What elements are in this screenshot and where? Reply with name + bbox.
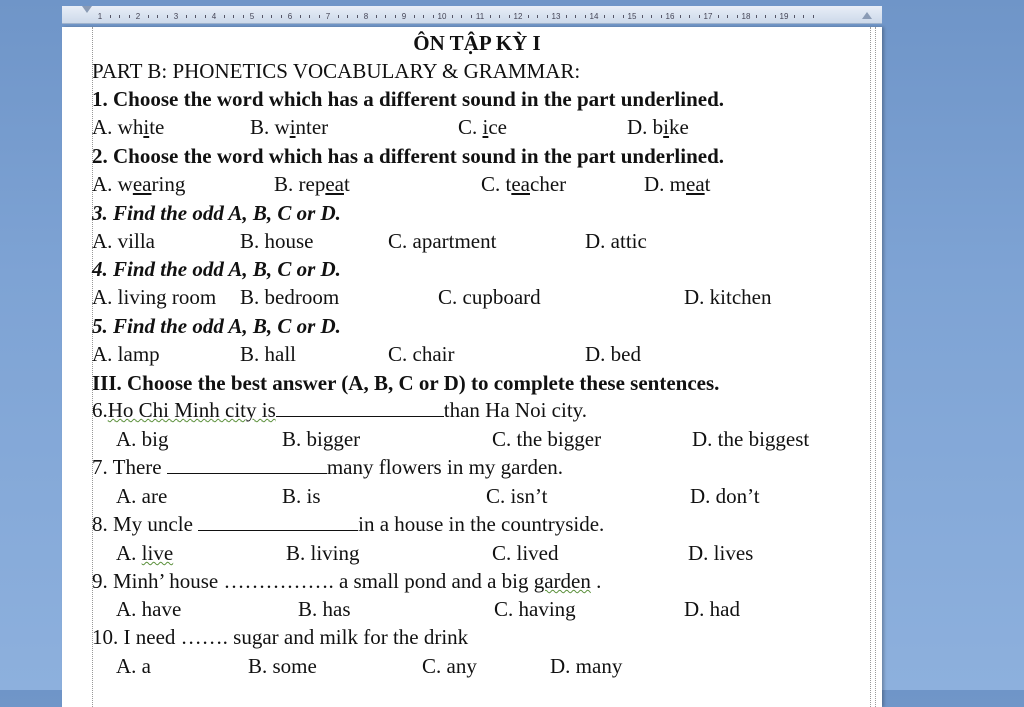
ruler-number: 5 bbox=[249, 12, 255, 21]
ruler-number: 6 bbox=[287, 12, 293, 21]
ruler-number: 17 bbox=[703, 12, 713, 21]
ruler-tick bbox=[699, 15, 700, 18]
q6-option-c: C. the bigger bbox=[492, 427, 602, 451]
ruler-tick bbox=[433, 15, 434, 18]
q9-option-c: C. having bbox=[494, 597, 576, 621]
ruler-tick bbox=[737, 15, 738, 18]
ruler-tick bbox=[414, 15, 415, 18]
ruler-tick bbox=[490, 15, 491, 18]
question-5-prompt: 5. Find the odd A, B, C or D. bbox=[92, 314, 341, 338]
ruler-tick bbox=[813, 15, 814, 18]
document-page[interactable] bbox=[62, 27, 882, 707]
q5-option-b: B. hall bbox=[240, 342, 296, 366]
ruler-tick bbox=[547, 15, 548, 18]
ruler-tick bbox=[509, 15, 510, 18]
ruler-tick bbox=[110, 15, 111, 18]
q10-option-d: D. many bbox=[550, 654, 623, 678]
ruler-ticks bbox=[82, 10, 862, 20]
q7-option-c: C. isn’t bbox=[486, 484, 548, 508]
ruler-tick bbox=[585, 15, 586, 18]
ruler-tick bbox=[566, 15, 567, 18]
q10-option-c: C. any bbox=[422, 654, 477, 678]
q3-option-b: B. house bbox=[240, 229, 314, 253]
ruler-tick bbox=[528, 15, 529, 18]
ruler-tick bbox=[395, 15, 396, 18]
q8-option-b: B. living bbox=[286, 541, 360, 565]
q4-option-a: A. living room bbox=[92, 285, 217, 309]
ruler-tick bbox=[262, 15, 263, 18]
ruler-number: 13 bbox=[551, 12, 561, 21]
ruler-tick bbox=[281, 15, 282, 18]
ruler-tick bbox=[575, 15, 576, 18]
ruler-tick bbox=[651, 15, 652, 18]
question-9-prompt: 9. Minh’ house ……………. a small pond and a big garden . bbox=[92, 569, 602, 593]
q7-option-b: B. is bbox=[282, 484, 321, 508]
ruler-tick bbox=[794, 15, 795, 18]
ruler-tick bbox=[243, 15, 244, 18]
ruler-tick bbox=[186, 15, 187, 18]
ruler-tick bbox=[680, 15, 681, 18]
ruler-tick bbox=[119, 15, 120, 18]
ruler-number: 15 bbox=[627, 12, 637, 21]
q2-option-b: B. repeat bbox=[274, 172, 350, 196]
q4-option-c: C. cupboard bbox=[438, 285, 541, 309]
q6-option-d: D. the biggest bbox=[692, 427, 810, 451]
ruler-tick bbox=[727, 15, 728, 18]
q1-option-b: B. winter bbox=[250, 115, 329, 139]
part-iii-heading: III. Choose the best answer (A, B, C or D) to complete these sentences. bbox=[92, 371, 720, 395]
q3-option-d: D. attic bbox=[585, 229, 647, 253]
ruler-tick bbox=[319, 15, 320, 18]
ruler-number: 12 bbox=[513, 12, 523, 21]
q3-option-c: C. apartment bbox=[388, 229, 497, 253]
ruler-tick bbox=[271, 15, 272, 18]
ruler-number: 9 bbox=[401, 12, 407, 21]
question-7-prompt: 7. There many flowers in my garden. bbox=[92, 455, 564, 479]
right-margin-guide-2 bbox=[875, 27, 876, 707]
ruler-tick bbox=[129, 15, 130, 18]
q9-option-a: A. have bbox=[116, 597, 182, 621]
ruler-tick bbox=[775, 15, 776, 18]
q5-option-c: C. chair bbox=[388, 342, 455, 366]
ruler-tick bbox=[452, 15, 453, 18]
ruler-tick bbox=[167, 15, 168, 18]
ruler-tick bbox=[195, 15, 196, 18]
q5-option-d: D. bed bbox=[585, 342, 641, 366]
ruler-tick bbox=[205, 15, 206, 18]
ruler-number: 16 bbox=[665, 12, 675, 21]
ruler-number: 10 bbox=[437, 12, 447, 21]
ruler-number: 11 bbox=[475, 12, 485, 21]
q10-option-b: B. some bbox=[248, 654, 317, 678]
question-8-prompt: 8. My uncle in a house in the countryside. bbox=[92, 512, 605, 536]
ruler-tick bbox=[623, 15, 624, 18]
ruler-number: 4 bbox=[211, 12, 217, 21]
question-4-prompt: 4. Find the odd A, B, C or D. bbox=[92, 257, 341, 281]
ruler-tick bbox=[803, 15, 804, 18]
ruler-tick bbox=[689, 15, 690, 18]
q6-answer-blank bbox=[276, 398, 444, 417]
ruler-tick bbox=[148, 15, 149, 18]
question-10-prompt: 10. I need ……. sugar and milk for the drink bbox=[92, 625, 469, 649]
ruler-tick bbox=[376, 15, 377, 18]
q1-option-d: D. bike bbox=[627, 115, 689, 139]
q4-option-d: D. kitchen bbox=[684, 285, 772, 309]
ruler-tick bbox=[224, 15, 225, 18]
ruler-number: 7 bbox=[325, 12, 331, 21]
ruler-number: 19 bbox=[779, 12, 789, 21]
ruler-tick bbox=[338, 15, 339, 18]
q2-option-d: D. meat bbox=[644, 172, 711, 196]
q8-answer-blank bbox=[198, 512, 358, 531]
part-b-heading: PART B: PHONETICS VOCABULARY & GRAMMAR: bbox=[92, 59, 581, 83]
ruler-tick bbox=[157, 15, 158, 18]
document-title: ÔN TẬP KỲ I bbox=[413, 31, 541, 55]
ruler-tick bbox=[423, 15, 424, 18]
ruler-tick bbox=[661, 15, 662, 18]
ruler-number: 18 bbox=[741, 12, 751, 21]
q7-option-d: D. don’t bbox=[690, 484, 760, 508]
q4-option-b: B. bedroom bbox=[240, 285, 340, 309]
ruler-tick bbox=[347, 15, 348, 18]
q10-option-a: A. a bbox=[116, 654, 151, 678]
q7-answer-blank bbox=[167, 455, 327, 474]
question-1-prompt: 1. Choose the word which has a different sound in the part underlined. bbox=[92, 87, 725, 111]
ruler-tick bbox=[233, 15, 234, 18]
q2-option-a: A. wearing bbox=[92, 172, 186, 196]
ruler-tick bbox=[718, 15, 719, 18]
q5-option-a: A. lamp bbox=[92, 342, 160, 366]
q6-option-a: A. big bbox=[116, 427, 169, 451]
ruler-tick bbox=[604, 15, 605, 18]
q1-option-c: C. ice bbox=[458, 115, 508, 139]
ruler-tick bbox=[537, 15, 538, 18]
ruler-tick bbox=[461, 15, 462, 18]
q1-option-a: A. white bbox=[92, 115, 165, 139]
q9-option-d: D. had bbox=[684, 597, 740, 621]
ruler-tick bbox=[765, 15, 766, 18]
ruler-number: 3 bbox=[173, 12, 179, 21]
ruler-number: 14 bbox=[589, 12, 599, 21]
ruler-tick bbox=[471, 15, 472, 18]
q9-option-b: B. has bbox=[298, 597, 351, 621]
ruler-tick bbox=[385, 15, 386, 18]
ruler-tick bbox=[642, 15, 643, 18]
ruler-tick bbox=[756, 15, 757, 18]
ruler-tick bbox=[309, 15, 310, 18]
right-margin-guide bbox=[870, 27, 871, 707]
q8-option-a: A. live bbox=[116, 541, 174, 565]
question-3-prompt: 3. Find the odd A, B, C or D. bbox=[92, 201, 341, 225]
question-2-prompt: 2. Choose the word which has a different sound in the part underlined. bbox=[92, 144, 725, 168]
q3-option-a: A. villa bbox=[92, 229, 155, 253]
ruler-tick bbox=[300, 15, 301, 18]
question-6-prompt: 6.Ho Chi Minh city is than Ha Noi city. bbox=[92, 398, 588, 422]
ruler-number: 8 bbox=[363, 12, 369, 21]
q8-option-c: C. lived bbox=[492, 541, 559, 565]
right-indent-marker[interactable] bbox=[862, 12, 872, 19]
q7-option-a: A. are bbox=[116, 484, 168, 508]
q2-option-c: C. teacher bbox=[481, 172, 567, 196]
ruler-tick bbox=[499, 15, 500, 18]
ruler-tick bbox=[357, 15, 358, 18]
q8-option-d: D. lives bbox=[688, 541, 754, 565]
ruler-tick bbox=[613, 15, 614, 18]
ruler-number: 2 bbox=[135, 12, 141, 21]
q6-option-b: B. bigger bbox=[282, 427, 361, 451]
horizontal-ruler[interactable] bbox=[62, 6, 882, 24]
ruler-number: 1 bbox=[97, 12, 103, 21]
